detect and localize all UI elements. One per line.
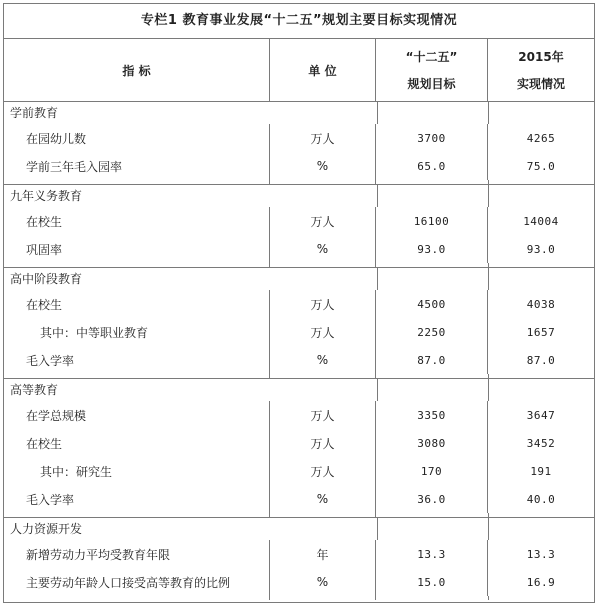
- row-indicator: 其中：中等职业教育: [4, 318, 270, 346]
- row-actual: 40.0: [526, 492, 556, 506]
- spacer-cell: [270, 513, 376, 517]
- table-body: [4, 102, 594, 600]
- header-target-line1: “十二五”: [405, 50, 458, 64]
- group-unit-empty: [272, 268, 378, 290]
- group-actual-empty: [489, 518, 594, 540]
- group-header-row: [4, 268, 594, 290]
- row-actual: 16.9: [526, 575, 556, 589]
- row-unit: 万人: [270, 429, 376, 457]
- group-target-empty: [378, 102, 489, 124]
- group-header-row: [4, 102, 594, 124]
- group-target-empty: [378, 268, 489, 290]
- row-unit: %: [270, 235, 376, 263]
- row-target: 3350: [376, 401, 488, 429]
- row-actual: 14004: [523, 214, 559, 228]
- row-indicator: 巩固率: [4, 235, 270, 263]
- row-indicator: 在校生: [4, 290, 270, 318]
- row-indicator: 新增劳动力平均受教育年限: [4, 540, 270, 568]
- spacer-cell: [489, 513, 594, 517]
- row-unit: %: [270, 485, 376, 513]
- spacer-cell: [4, 596, 270, 600]
- table-row: [4, 207, 594, 235]
- spacer-cell: [489, 263, 594, 267]
- spacer-cell: [270, 180, 376, 184]
- row-target: 93.0: [376, 235, 488, 263]
- group-actual-empty: [489, 185, 594, 207]
- table-row: [4, 124, 594, 152]
- spacer-cell: [376, 596, 488, 600]
- group-spacer: [4, 180, 594, 184]
- table-row: [4, 485, 594, 513]
- row-unit: %: [270, 346, 376, 374]
- row-target: 36.0: [376, 485, 488, 513]
- table-group: [4, 185, 594, 268]
- group-name: 高中阶段教育: [10, 272, 83, 286]
- group-spacer: [4, 596, 594, 600]
- row-unit: 万人: [270, 207, 376, 235]
- row-actual: 4038: [526, 297, 556, 311]
- spacer-cell: [4, 374, 270, 378]
- row-indicator: 在园幼儿数: [4, 124, 270, 152]
- row-unit: 万人: [270, 124, 376, 152]
- row-target: 65.0: [376, 152, 488, 180]
- group-name: 高等教育: [10, 383, 59, 397]
- row-indicator: 其中：研究生: [4, 457, 270, 485]
- row-target: 15.0: [376, 568, 488, 596]
- table-group: [4, 379, 594, 518]
- spacer-cell: [376, 180, 488, 184]
- spacer-cell: [4, 180, 270, 184]
- header-actual-line1: 2015年: [518, 50, 564, 64]
- row-actual: 191: [530, 464, 552, 478]
- spacer-cell: [4, 263, 270, 267]
- row-actual: 93.0: [526, 242, 556, 256]
- spacer-cell: [489, 374, 594, 378]
- row-actual: 13.3: [526, 547, 556, 561]
- row-unit: 万人: [270, 457, 376, 485]
- spacer-cell: [270, 374, 376, 378]
- spacer-cell: [376, 513, 488, 517]
- group-target-empty: [378, 185, 489, 207]
- group-header-row: [4, 379, 594, 401]
- education-target-table: [3, 3, 595, 603]
- spacer-cell: [489, 180, 594, 184]
- row-indicator: 毛入学率: [4, 485, 270, 513]
- row-unit: 年: [270, 540, 376, 568]
- row-target: 87.0: [376, 346, 488, 374]
- header-unit: 单 位: [270, 39, 376, 101]
- row-target: 2250: [376, 318, 488, 346]
- table-row: [4, 568, 594, 596]
- row-actual: 3452: [526, 436, 556, 450]
- table-group: [4, 102, 594, 185]
- row-unit: 万人: [270, 318, 376, 346]
- row-indicator: 在校生: [4, 207, 270, 235]
- group-spacer: [4, 263, 594, 267]
- table-group: [4, 268, 594, 379]
- row-unit: 万人: [270, 401, 376, 429]
- group-spacer: [4, 374, 594, 378]
- row-indicator: 主要劳动年龄人口接受高等教育的比例: [4, 568, 270, 596]
- spacer-cell: [376, 263, 488, 267]
- row-actual: 1657: [526, 325, 556, 339]
- group-actual-empty: [489, 379, 594, 401]
- table-row: [4, 346, 594, 374]
- group-header-row: [4, 518, 594, 540]
- group-actual-empty: [489, 268, 594, 290]
- group-header-row: [4, 185, 594, 207]
- row-actual: 87.0: [526, 353, 556, 367]
- spacer-cell: [270, 596, 376, 600]
- row-target: 16100: [376, 207, 488, 235]
- row-target: 3080: [376, 429, 488, 457]
- header-actual-line2: 实现情况: [516, 77, 565, 91]
- row-target: 4500: [376, 290, 488, 318]
- table-row: [4, 235, 594, 263]
- table-row: [4, 290, 594, 318]
- spacer-cell: [270, 263, 376, 267]
- group-unit-empty: [272, 185, 378, 207]
- table-row: [4, 540, 594, 568]
- group-unit-empty: [272, 379, 378, 401]
- group-name: 人力资源开发: [10, 522, 83, 536]
- row-indicator: 在校生: [4, 429, 270, 457]
- group-spacer: [4, 513, 594, 517]
- table-row: [4, 401, 594, 429]
- group-target-empty: [378, 518, 489, 540]
- header-target-line2: 规划目标: [407, 77, 456, 91]
- row-actual: 3647: [526, 408, 556, 422]
- group-unit-empty: [272, 102, 378, 124]
- header-actual: [488, 39, 594, 101]
- group-actual-empty: [489, 102, 594, 124]
- table-row: [4, 152, 594, 180]
- row-unit: %: [270, 568, 376, 596]
- table-row: [4, 429, 594, 457]
- spacer-cell: [4, 513, 270, 517]
- row-actual: 4265: [526, 131, 556, 145]
- table-title: 专栏1 教育事业发展“十二五”规划主要目标实现情况: [4, 4, 594, 39]
- row-indicator: 在学总规模: [4, 401, 270, 429]
- header-target: [376, 39, 488, 101]
- spacer-cell: [489, 596, 594, 600]
- header-indicator: 指 标: [4, 39, 270, 101]
- row-actual: 75.0: [526, 159, 556, 173]
- group-name: 九年义务教育: [10, 189, 83, 203]
- group-target-empty: [378, 379, 489, 401]
- row-indicator: 毛入学率: [4, 346, 270, 374]
- table-group: [4, 518, 594, 600]
- table-header: [4, 39, 594, 102]
- row-target: 13.3: [376, 540, 488, 568]
- spacer-cell: [376, 374, 488, 378]
- group-unit-empty: [272, 518, 378, 540]
- row-unit: %: [270, 152, 376, 180]
- row-target: 170: [376, 457, 488, 485]
- table-row: [4, 457, 594, 485]
- row-unit: 万人: [270, 290, 376, 318]
- row-indicator: 学前三年毛入园率: [4, 152, 270, 180]
- table-row: [4, 318, 594, 346]
- group-name: 学前教育: [10, 106, 59, 120]
- row-target: 3700: [376, 124, 488, 152]
